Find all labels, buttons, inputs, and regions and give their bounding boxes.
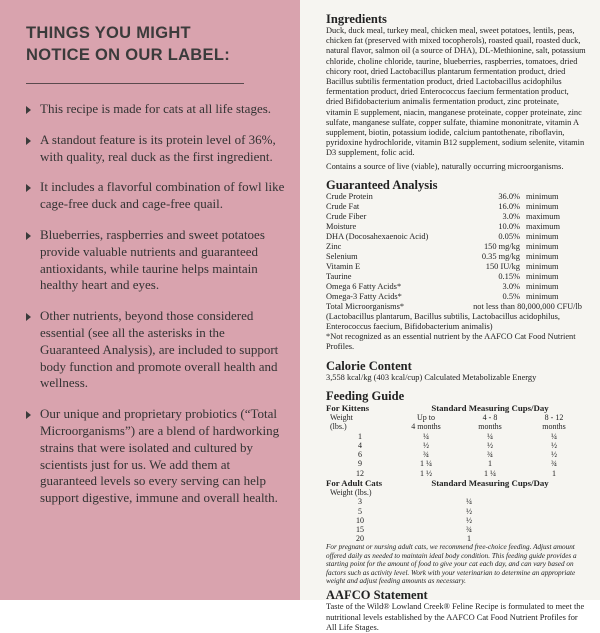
table-row [326,497,586,506]
analysis-label: Vitamin E [326,261,361,271]
note-text: This recipe is made for cats at all life stages. [40,101,272,116]
age-col-header: months [542,422,566,432]
triangle-bullet-icon [26,106,31,114]
weight-cell: 6 [358,450,362,460]
weight-cell: 5 [358,506,362,516]
analysis-qualifier: minimum [526,201,559,211]
note-text: Blueberries, raspberries and sweet potatoes provide valuable nutrients and guaranteed antioxidants, while taurine helps maintain healthy heart and eyes. [40,226,265,293]
cups-cell: 1 [467,534,471,544]
cups-cell: ¼ [466,497,472,507]
analysis-value: 150 IU/kg [485,261,520,271]
analysis-label: Omega-3 Fatty Acids* [326,291,402,301]
analysis-qualifier: minimum [526,231,559,241]
analysis-value: 36.0% [498,191,520,201]
analysis-label: Crude Fiber [326,211,367,221]
analysis-value: 16.0% [498,201,520,211]
analysis-value: 0.5% [502,291,520,301]
label-notes-panel [0,0,300,600]
analysis-row [326,252,586,262]
note-item [26,406,286,507]
weight-col-header: Weight [330,412,353,422]
notes-list [26,101,286,507]
aafco-footnote: *Not recognized as an essential nutrient by the AAFCO Cat Food Nutrient Profiles. [326,332,576,352]
ingredients-heading: Ingredients [326,12,387,26]
aafco-statement-text: Taste of the Wild® Lowland Creek® Feline Recipe is formulated to meet the nutritional levels established by the AAFCO Cat Food Nutrient Profiles for All Life Stages. [326,602,585,632]
weight-cell: 12 [356,468,364,478]
kitten-feeding-table [326,403,586,478]
microorganisms-row [326,302,586,312]
feeding-guide-heading: Feeding Guide [326,388,405,403]
weight-cell: 10 [356,515,364,525]
analysis-label: Moisture [326,221,357,231]
table-row [326,525,586,534]
note-text: It includes a flavorful combination of fowl like cage-free duck and cage-free quail. [40,179,285,212]
age-col-header: 4 - 8 [482,412,498,422]
weight-unit-header: (lbs.) [330,422,347,432]
cups-cell: ½ [551,450,557,460]
triangle-bullet-icon [26,313,31,321]
kittens-title: For Kittens [326,402,370,413]
cups-cell: ¾ [551,459,557,469]
adult-table-header [326,478,586,488]
analysis-qualifier: minimum [526,271,559,281]
cups-cell: 1 [488,459,492,469]
kitten-table-header [326,403,586,413]
note-item [26,308,286,392]
analysis-row [326,282,586,292]
analysis-value: 0.05% [498,231,520,241]
adult-subheader-row [326,488,586,498]
analysis-row [326,272,586,282]
kitten-subheader-row-2 [326,422,586,432]
title-divider [26,83,244,84]
weight-cell: 4 [358,441,362,451]
analysis-qualifier: minimum [526,251,559,261]
note-item [26,227,286,294]
table-row [326,459,586,468]
note-item [26,179,286,213]
panel-title-line-1: THINGS YOU MIGHT [26,24,191,42]
cups-cell: ½ [466,506,472,516]
microorganisms-value: not less than 80,000,000 CFU/lb [473,301,582,311]
cups-cell: ¼ [551,431,557,441]
table-row [326,432,586,441]
table-row [326,469,586,478]
analysis-label: Taurine [326,271,352,281]
age-col-header: months [478,422,502,432]
analysis-value: 150 mg/kg [483,241,520,251]
analysis-qualifier: minimum [526,281,559,291]
analysis-label: Crude Fat [326,201,360,211]
cups-cell: ½ [466,515,472,525]
analysis-row [326,192,586,202]
analysis-label: Selenium [326,251,358,261]
cups-cell: ¾ [423,450,429,460]
analysis-value: 10.0% [498,221,520,231]
guaranteed-analysis-table [326,192,586,312]
note-item [26,101,286,118]
weight-cell: 3 [358,497,362,507]
triangle-bullet-icon [26,184,31,192]
note-text: Other nutrients, beyond those considered essential (see all the asterisks in the Guaranteed Analysis), are included to support body function and promote overall health and wellness. [40,308,279,391]
panel-title-line-2: NOTICE ON OUR LABEL: [26,46,230,64]
analysis-value: 3.0% [502,211,520,221]
microorganisms-label: Total Microorganisms* [326,301,405,311]
cups-cell: 1 ¼ [484,468,496,478]
weight-cell: 20 [356,534,364,544]
age-col-header: Up to [417,412,435,422]
analysis-label: DHA (Docosahexaenoic Acid) [326,231,429,241]
table-row [326,507,586,516]
table-row [326,534,586,543]
analysis-qualifier: minimum [526,241,559,251]
cups-cell: ¾ [487,450,493,460]
live-microorganisms-note: Contains a source of live (viable), naturally occurring microorganisms. [326,161,564,171]
analysis-value: 3.0% [502,281,520,291]
cups-cell: ½ [423,441,429,451]
product-label-panel [300,0,600,632]
ingredients-text: Duck, duck meal, turkey meal, chicken meal, sweet potatoes, lentils, peas, chicken fat (preserved with mixed tocopherols), roasted quail, roasted duck, natural flavor, salmon oil (a source of DHA), DL-Methionine, salt, potassium chloride, choline chloride, taurine, blueberries, raspberries, tomatoes, dried chicory root, dried Lactobacillus plantarum fermentation product, dried Bacillus subtilis fermentation product, dried Lactobacillus acidophilus fermentation product, dried Enterococcus faecium fermentation product, dried Bifidobacterium animalis fermentation product, zinc proteinate, vitamin E supplement, niacin, manganese proteinate, copper proteinate, zinc sulfate, manganese sulfate, copper sulfate, thiamine mononitrate, vitamin A supplement, biotin, potassium iodide, calcium pantothenate, riboflavin, pyridoxine hydrochloride, vitamin B12 supplement, sodium selenite, vitamin D3 supplement, folic acid. [326,26,586,158]
microorganisms-strains: (Lactobacillus plantarum, Bacillus subtilis, Lactobacillus acidophilus, Enterococcus faecium, Bifidobacterium animalis) [326,311,560,332]
analysis-row [326,232,586,242]
analysis-row [326,262,586,272]
calorie-content-text: 3,558 kcal/kg (403 kcal/cup) Calculated Metabolizable Energy [326,372,537,382]
analysis-row [326,202,586,212]
cups-per-day-title: Standard Measuring Cups/Day [431,402,549,413]
guaranteed-analysis-heading: Guaranteed Analysis [326,177,438,192]
analysis-label: Crude Protein [326,191,373,201]
weight-cell: 1 [358,431,362,441]
weight-cell: 15 [356,524,364,534]
panel-title [26,22,286,66]
analysis-row [326,212,586,222]
age-col-header: 4 months [411,422,441,432]
analysis-row [326,292,586,302]
cups-cell: ¾ [466,524,472,534]
weight-cell: 9 [358,459,362,469]
adult-feeding-table [326,478,586,544]
kitten-subheader-row-1 [326,413,586,423]
analysis-value: 0.35 mg/kg [481,251,520,261]
adults-title: For Adult Cats [326,477,383,488]
triangle-bullet-icon [26,411,31,419]
feeding-guide-note: For pregnant or nursing adult cats, we recommend free-choice feeding. Adjust amount offered daily as needed to maintain ideal body condition. This feeding guide provides a starting point for the amount of food to give your cat each day, and can vary based on factors such as activity level. Work with your veterinarian to determine an appropriate weight and adjust feeding amounts as necessary. [326,543,577,586]
analysis-qualifier: minimum [526,291,559,301]
weight-col-header: Weight (lbs.) [330,487,372,497]
triangle-bullet-icon [26,137,31,145]
note-item [26,132,286,166]
cups-cell: ½ [551,441,557,451]
analysis-row [326,222,586,232]
analysis-label: Zinc [326,241,342,251]
cups-cell: 1 ½ [420,468,432,478]
table-row [326,516,586,525]
analysis-qualifier: maximum [526,211,560,221]
calorie-content-heading: Calorie Content [326,358,412,373]
analysis-value: 0.15% [498,271,520,281]
cups-cell: ¼ [423,431,429,441]
analysis-qualifier: minimum [526,261,559,271]
cups-cell: 1 ¼ [420,459,432,469]
note-text: A standout feature is its protein level of 36%, with quality, real duck as the first ingredient. [40,131,276,164]
cups-cell: ½ [487,441,493,451]
triangle-bullet-icon [26,232,31,240]
analysis-label: Omega 6 Fatty Acids* [326,281,402,291]
table-row [326,441,586,450]
cups-cell: 1 [552,468,556,478]
age-col-header: 8 - 12 [544,412,564,422]
cups-per-day-title: Standard Measuring Cups/Day [431,477,549,488]
cups-cell: ¼ [487,431,493,441]
aafco-statement-heading: AAFCO Statement [326,588,428,603]
analysis-qualifier: minimum [526,191,559,201]
note-text: Our unique and proprietary probiotics (“Total Microorganisms”) are a blend of hardworking strains that were isolated and cultured by scientists just for us. We add them at guaranteed levels so every serving can help support digestive, immune and overall health. [40,406,280,506]
analysis-qualifier: maximum [526,221,560,231]
table-row [326,450,586,459]
analysis-row [326,242,586,252]
